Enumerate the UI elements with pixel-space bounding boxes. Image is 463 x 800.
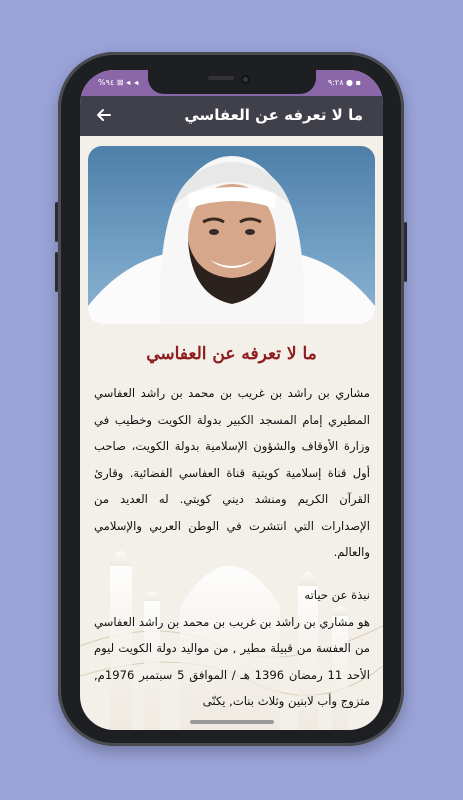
camera-notch — [148, 70, 316, 94]
arrow-left-icon[interactable] — [94, 105, 114, 125]
app-bar — [80, 96, 383, 136]
status-time: ٩:٢٨ ● ▪ — [327, 78, 361, 87]
volume-up-button — [55, 202, 58, 242]
status-indicators-left: %٩٤ ⊠ ◂ᵢ ◂ᵢ — [98, 78, 140, 87]
biography-heading: نبذة عن حياته — [304, 588, 370, 602]
speaker-grille — [208, 76, 234, 80]
home-indicator[interactable] — [190, 720, 274, 724]
portrait-of-mishary-alafasy-icon — [88, 146, 375, 324]
front-camera-icon — [241, 75, 250, 84]
portrait-image — [88, 146, 375, 324]
phone-screen — [80, 70, 383, 730]
power-button — [404, 222, 407, 282]
intro-paragraph: مشاري بن راشد بن غريب بن محمد بن راشد العفاسي المطيري إمام المسجد الكبير بدولة الكويت وخطيب في وزارة الأوقاف والشؤون الإسلامية بدولة الكويت، صاحب أول قناة إسلامية كويتية قناة العفاسي الفضائية. وقارئ القرآن الكريم ومنشد ديني كويتي. له العديد من الإصدارات التي انتشرت في الوطن العربي والإسلامي والعالم. — [94, 386, 370, 559]
app-title: ما لا تعرفه عن العفاسي — [184, 106, 363, 124]
article-title: ما لا تعرفه عن العفاسي — [146, 344, 317, 364]
volume-down-button — [55, 252, 58, 292]
biography-section — [94, 582, 370, 715]
biography-paragraph: هو مشاري بن راشد بن غريب بن محمد بن راشد العفاسي من العفسة من قبيلة مطير , من مواليد دولة الكويت ليوم الأحد 11 رمضان 1396 هـ / الموافق 5 سبتمبر 1976م, متزوج وأب لابنين وثلاث بنات, يكنّى — [94, 614, 370, 708]
article-content[interactable] — [80, 136, 383, 730]
